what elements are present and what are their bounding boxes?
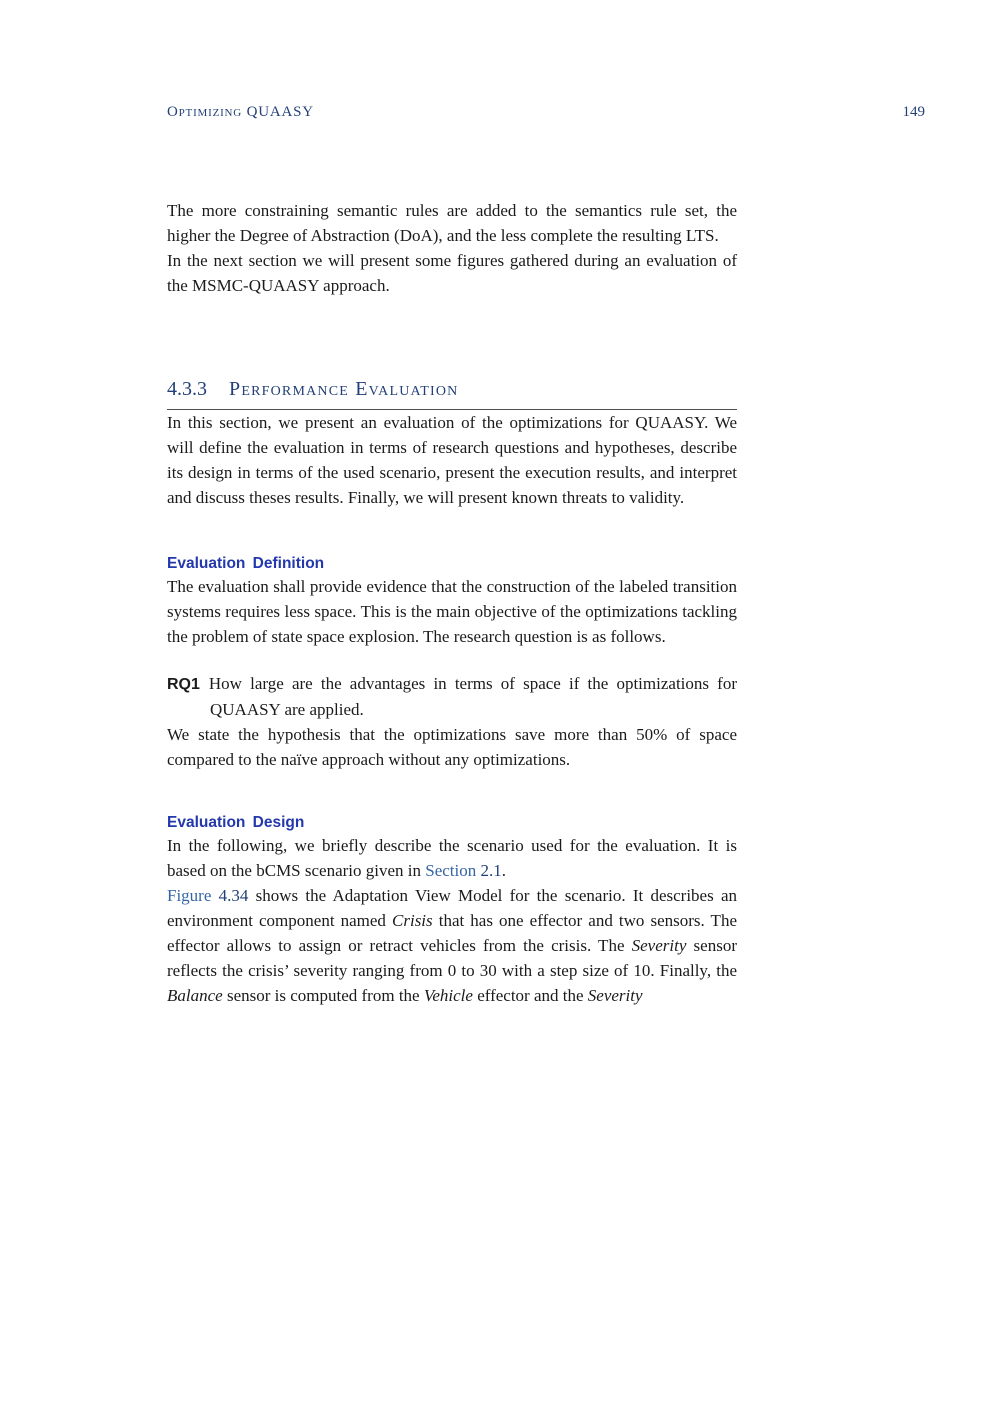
italic-term: Crisis — [392, 911, 433, 930]
text-run — [211, 886, 218, 905]
italic-term: Vehicle — [423, 986, 473, 1005]
research-question-rq1 — [167, 671, 737, 722]
rq1-text: How large are the advantages in terms of space if the optimizations for QUAASY are applied. — [208, 674, 737, 719]
paragraph-section-intro: In this section, we present an evaluation of the optimizations for QUAASY. We will define the evaluation in terms of research questions and hypotheses, describe its design in terms of the used scenario, present the execution results, and interpret and discuss theses results. Finally, we will present known threats to validity. — [167, 413, 737, 507]
paragraph-hypothesis: We state the hypothesis that the optimizations save more than 50% of space compared to the naïve approach without any optimizations. — [167, 725, 737, 769]
page-content — [167, 198, 737, 1008]
paragraph-next-section: In the next section we will present some figures gathered during an evaluation of the MSMC-QUAASY approach. — [167, 251, 737, 295]
rq1-label: RQ1 — [167, 676, 200, 693]
section-heading-performance-evaluation — [167, 376, 737, 402]
italic-term: Balance — [167, 986, 223, 1005]
italic-term: Severity — [587, 986, 643, 1005]
link-figure-4-34-number[interactable]: 4.34 — [218, 886, 249, 905]
paragraph-evaluation-objective: The evaluation shall provide evidence that the construction of the labeled transition systems requires less space. This is the main objective of the optimizations tackling the problem of state space explosion. The research question is as follows. — [167, 577, 737, 646]
link-figure-4-34[interactable]: Figure — [167, 886, 212, 905]
text-run: In the following, we briefly describe the scenario used for the evaluation. It is based on the bCMS scenario given in — [167, 836, 737, 880]
link-section-2-1[interactable]: Section — [425, 861, 477, 880]
text-run: sensor is computed from the — [222, 986, 424, 1005]
text-run: that has one effector and two sensors. The effector allows to assign or retract vehicles from the crisis. The — [167, 911, 737, 955]
paragraph-scenario-intro — [167, 833, 737, 883]
page-header — [167, 104, 925, 121]
page-number: 149 — [902, 104, 925, 120]
subsection-heading-evaluation-design: Evaluation Design — [167, 814, 305, 831]
text-run: . — [501, 861, 507, 880]
section-title: Performance Evaluation — [229, 378, 459, 400]
text-run: effector and the — [472, 986, 588, 1005]
paragraph-doa: The more constraining semantic rules are added to the semantics rule set, the higher the Degree of Abstraction (DoA), and the less complete the resulting LTS. — [167, 201, 737, 245]
text-run: sensor reflects the crisis’ severity ranging from 0 to 30 with a step size of 10. Finally, the — [167, 936, 737, 980]
paragraph-adaptation-view-model — [167, 883, 737, 1008]
italic-term: Severity — [631, 936, 687, 955]
link-section-2-1-number[interactable]: 2.1 — [480, 861, 502, 880]
subsection-heading-evaluation-definition: Evaluation Definition — [167, 555, 325, 572]
text-run: shows the Adaptation View Model for the scenario. It describes an environment component named — [167, 886, 737, 930]
section-number: 4.3.3 — [167, 378, 207, 400]
running-head-title: Optimizing QUAASY — [167, 104, 314, 120]
